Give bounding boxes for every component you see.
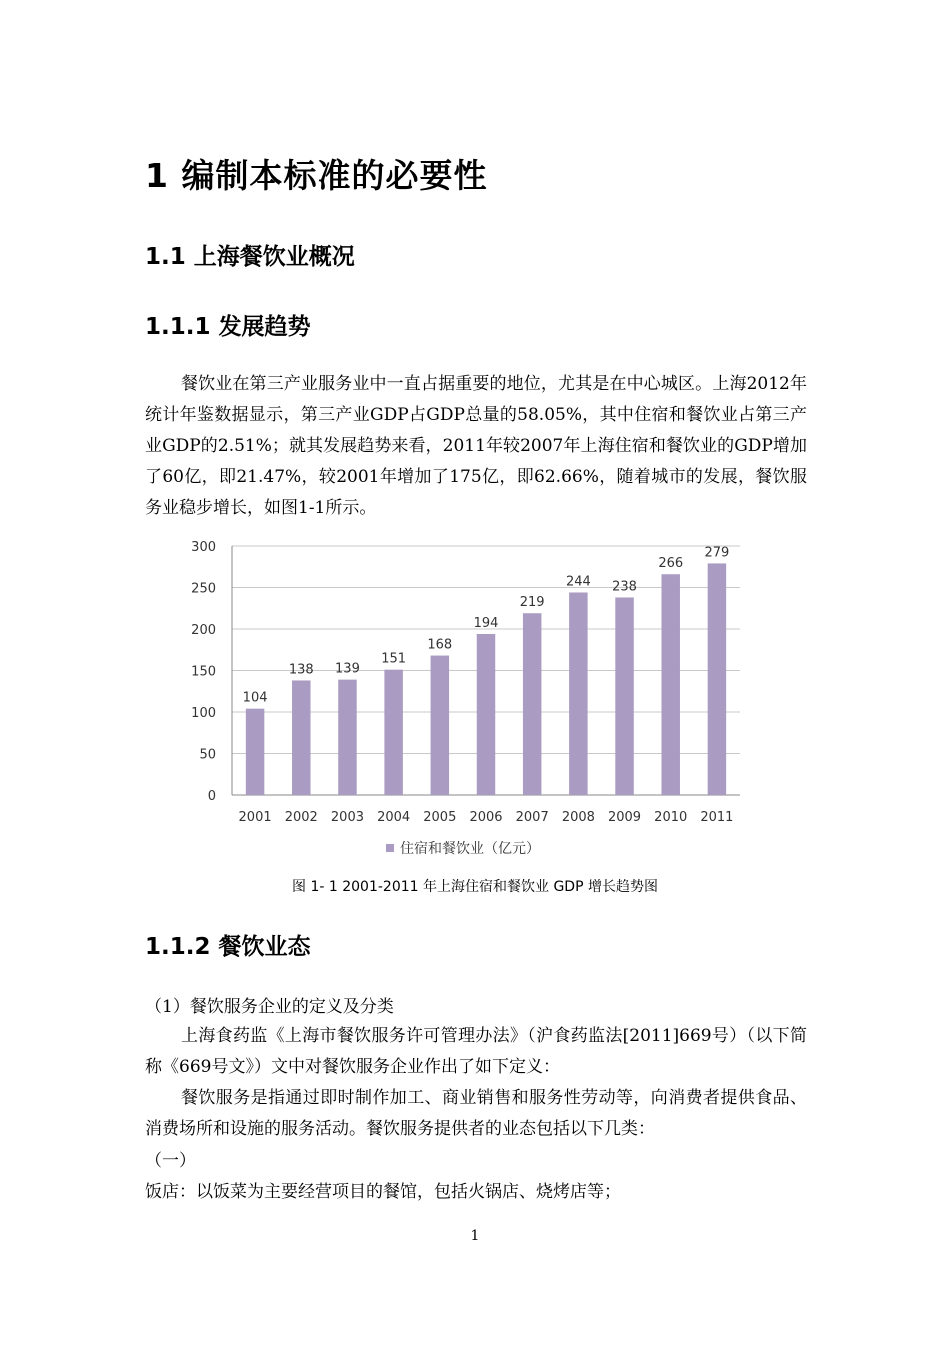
bar xyxy=(292,680,310,795)
data-label: 194 xyxy=(473,615,499,631)
y-tick-label: 100 xyxy=(191,706,216,721)
subsection-heading-format: 1.1.2 餐饮业态 xyxy=(145,934,311,960)
bar xyxy=(338,680,356,795)
y-tick-label: 0 xyxy=(207,789,216,804)
sub-item-marker: （一） xyxy=(145,1151,196,1171)
bar xyxy=(477,634,495,795)
x-tick-label: 2008 xyxy=(561,810,595,825)
definition-source-paragraph: 上海食药监《上海市餐饮服务许可管理办法》（沪食药监法[2011]669号）（以下简称《669号文》）文中对餐饮服务企业作出了如下定义： xyxy=(145,1026,807,1077)
data-label: 139 xyxy=(335,661,360,677)
section-heading: 1.1 上海餐饮业概况 xyxy=(145,244,355,270)
x-tick-label: 2006 xyxy=(469,810,503,825)
data-label: 104 xyxy=(242,690,268,706)
y-tick-label: 300 xyxy=(191,540,216,555)
bar xyxy=(523,613,541,795)
x-tick-label: 2001 xyxy=(238,810,272,825)
legend-swatch xyxy=(386,844,394,852)
x-tick-label: 2003 xyxy=(330,810,365,825)
trend-paragraph: 餐饮业在第三产业服务业中一直占据重要的地位，尤其是在中心城区。上海2012年统计年鉴数据显示，第三产业GDP占GDP总量的58.05%，其中住宿和餐饮业占第三产业GDP的2.51%；就其发展趋势来看，2011年较2007年上海住宿和餐饮业的GDP增加了60亿，即21.47%，较2001年增加了175亿，即62.66%，随着城市的发展，餐饮服务业稳步增长，如图1-1所示。 xyxy=(145,374,807,518)
restaurant-definition: 饭店：以饭菜为主要经营项目的餐馆，包括火锅店、烧烤店等； xyxy=(145,1182,621,1202)
bar xyxy=(431,656,449,795)
figure-caption: 图 1- 1 2001-2011 年上海住宿和餐饮业 GDP 增长趋势图 xyxy=(292,879,658,895)
y-tick-label: 50 xyxy=(199,747,216,763)
data-label: 151 xyxy=(381,651,407,667)
x-tick-label: 2009 xyxy=(607,810,642,825)
x-tick-label: 2011 xyxy=(700,810,734,825)
x-tick-label: 2007 xyxy=(515,810,549,825)
x-tick-label: 2005 xyxy=(423,810,457,825)
data-label: 244 xyxy=(565,574,591,590)
bar xyxy=(384,670,402,795)
bar xyxy=(246,709,264,795)
data-label: 219 xyxy=(519,595,545,611)
bar xyxy=(661,574,679,795)
list-item-definition: （1）餐饮服务企业的定义及分类 xyxy=(145,997,394,1017)
page-number: 1 xyxy=(470,1228,480,1244)
y-tick-label: 150 xyxy=(191,664,216,680)
bar xyxy=(615,597,633,795)
subsection-heading-trend: 1.1.1 发展趋势 xyxy=(145,314,311,340)
data-label: 266 xyxy=(658,556,684,572)
definition-paragraph: 餐饮服务是指通过即时制作加工、商业销售和服务性劳动等，向消费者提供食品、消费场所和设施的服务活动。餐饮服务提供者的业态包括以下几类： xyxy=(145,1088,807,1139)
data-label: 238 xyxy=(612,579,637,595)
data-label: 168 xyxy=(427,637,453,653)
gdp-bar-chart xyxy=(190,532,750,867)
y-tick-label: 250 xyxy=(191,581,216,597)
legend-label: 住宿和餐饮业（亿元） xyxy=(400,841,540,857)
data-label: 279 xyxy=(704,545,730,561)
bar xyxy=(708,563,726,795)
chapter-heading: 1 编制本标准的必要性 xyxy=(145,156,488,195)
chart-svg xyxy=(190,532,750,867)
data-label: 138 xyxy=(288,662,314,678)
bar xyxy=(569,592,587,795)
x-tick-label: 2010 xyxy=(654,810,688,825)
x-tick-label: 2004 xyxy=(377,810,411,825)
y-tick-label: 200 xyxy=(191,623,216,638)
x-tick-label: 2002 xyxy=(284,810,318,825)
